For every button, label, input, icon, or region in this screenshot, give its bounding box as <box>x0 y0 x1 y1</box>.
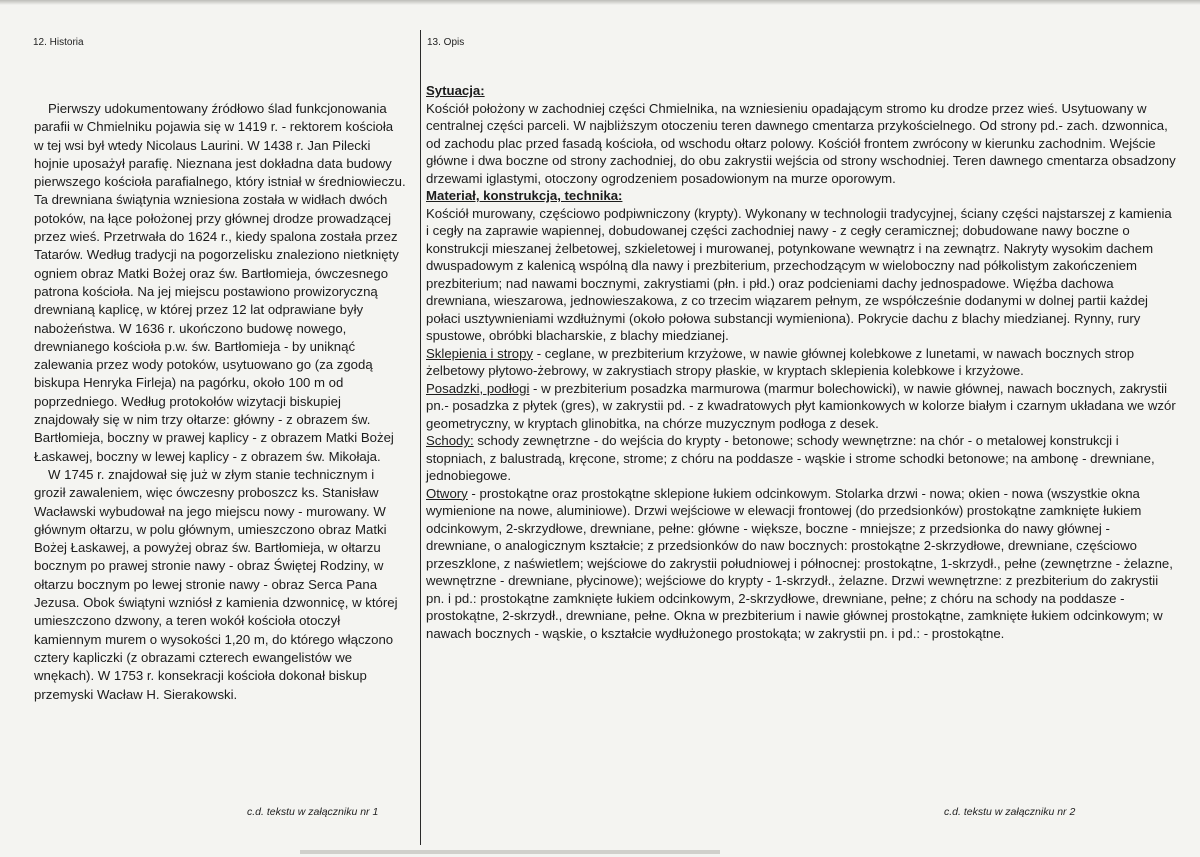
right-footer-note: c.d. tekstu w załączniku nr 2 <box>944 806 1076 818</box>
section-otwory <box>426 485 1178 643</box>
section-heading: Schody: <box>426 433 474 448</box>
scan-edge-bottom <box>300 850 720 854</box>
history-column <box>34 100 406 704</box>
section-heading: Sytuacja: <box>426 83 485 98</box>
right-header: 13. Opis <box>427 37 465 48</box>
section-heading: Otwory <box>426 485 468 501</box>
section-sklepienia <box>426 345 1178 380</box>
left-footer-note: c.d. tekstu w załączniku nr 1 <box>247 806 379 818</box>
left-header: 12. Historia <box>33 37 84 48</box>
scan-edge-top <box>0 0 1200 5</box>
section-text: Kościół położony w zachodniej części Chmielnika, na wzniesieniu opadającym stromo ku drodze przez wieś. Usytuowany w centralnej części parceli. W najbliższym otoczeniu teren dawnego cmentarza przykościelnego. Od strony pd.- zach. dzwonnica, od zachodu plac przed fasadą kościoła, od wschodu ołtarz polowy. Kościół frontem zwrócony w kierunku zachodnim. Wejście główne i dwa boczne od strony zachodniej, do obu zakrystii wejścia od strony wschodniej. Teren dawnego cmentarza obsadzony drzewami iglastymi, otoczony ogrodzeniem posadowionym na murze oporowym. <box>426 100 1176 186</box>
description-column <box>426 82 1178 642</box>
section-posadzki <box>426 380 1178 433</box>
section-heading: Posadzki, podłogi <box>426 380 530 396</box>
section-text: - ceglane, w prezbiterium krzyżowe, w nawie głównej kolebkowe z lunetami, w nawach bocznych strop żelbetowy płytowo-żebrowy, w zakrystiach stropy płaskie, w kryptach sklepienia kolebkowe i krzyżowe. <box>426 345 1135 378</box>
section-text: - w prezbiterium posadzka marmurowa (marmur bolechowicki), w nawie głównej, nawach bocznych, zakrystii pn.- posadzka z płytek (gres), w zakrystii pd. - z kwadratowych płyt kamionkowych w kolorze białym i czarnym układana we wzór geometryczny, w kryptach glinobitka, na chórze muzycznym podłoga z desek. <box>426 380 1176 431</box>
section-schody <box>426 432 1178 485</box>
section-heading: Materiał, konstrukcja, technika: <box>426 188 623 203</box>
section-text: schody zewnętrzne - do wejścia do krypty - betonowe; schody wewnętrzne: na chór - o metalowej konstrukcji i stopniach, z balustradą, kręcone, strome; z chóru na poddasze - wąskie i strome schodki betonowe; na ambonę - drewniane, jednobiegowe. <box>426 433 1155 483</box>
section-material <box>426 187 1178 345</box>
section-text: - prostokątne oraz prostokątne sklepione łukiem odcinkowym. Stolarka drzwi - nowa; okien - nowa (wszystkie okna wymienione na nowe, aluminiowe). Drzwi wejściowe w elewacji frontowej (do przedsionków) prostokątne zamknięte łukiem odcinkowym, 2-skrzydłowe, drewniane, pełne: główne - większe, boczne - mniejsze; z przedsionka do nawy głównej - drewniane, o analogicznym kształcie; z przedsionków do naw bocznych: prostokątne 2-skrzydłowe, drewniane, częściowo przeszklone, z naświetlem; wejściowe do zakrystii południowej i północnej: prostokątne, 1-skrzydł., pełne (zewnętrzne - żelazne, wewnętrzne - drewniane, płycinowe); wejściowe do krypty - 1-skrzydł., żelazne. Drzwi wewnętrzne: z prezbiterium do zakrystii pn. i pd.: prostokątne zamknięte łukiem odcinkowym, 2-skrzydłowe, drewniane, pełne; z chóru na schody na poddasze - prostokątne, 2-skrzydł., drewniane, pełne. Okna w prezbiterium i nawie głównej prostokątne, zamknięte łukiem odcinkowym; w nawach bocznych - wąskie, o kształcie wydłużonego prostokąta; w zakrystii pn. i pd.: - prostokątne. <box>426 485 1173 641</box>
section-heading: Sklepienia i stropy <box>426 345 534 361</box>
section-sytuacja <box>426 82 1178 187</box>
column-divider <box>420 30 421 845</box>
section-text: Kościół murowany, częściowo podpiwniczony (krypty). Wykonany w technologii tradycyjnej, ściany części najstarszej z kamienia i cegły na zaprawie wapiennej, dobudowanej części zachodniej nawy - z cegły ceramicznej; dobudowane nawy boczne o konstrukcji mieszanej żelbetowej, szkieletowej i murowanej, potynkowane wewnątrz i na zewnątrz. Nakryty wysokim dachem dwuspadowym z kalenicą wspólną dla nawy i prezbiterium, przechodzącym w wieloboczny nad półkolistym zakończeniem prezbiterium; nad nawami bocznymi, zakrystiami (płn. i płd.) oraz podcieniami dachy jednospadowe. Więźba dachowa drewniana, wieszarowa, jednowieszakowa, z co trzecim wiązarem pełnym, ze współcześnie dodanymi w dolnej partii każdej połaci usztywnieniami wzdłużnymi (około połowa substancji wymieniona). Pokrycie dachu z blachy miedzianej. Rynny, rury spustowe, obróbki blacharskie, z blachy miedzianej. <box>426 205 1172 343</box>
history-paragraph-1: Pierwszy udokumentowany źródłowo ślad funkcjonowania parafii w Chmielniku pojawia się w 1419 r. - rektorem kościoła w tej wsi był wtedy Nicolaus Laurini. W 1438 r. Jan Pilecki hojnie uposażył parafię. Nieznana jest dokładna data budowy pierwszego kościoła parafialnego, który istniał w średniowieczu. Ta drewniana świątynia wzniesiona została w widłach dwóch potoków, na łące położonej przy głównej drodze prowadzącej przez wieś. Przetrwała do 1624 r., kiedy spalona została przez Tatarów. Według tradycji na pogorzelisku znaleziono nietknięty ogniem obraz Matki Bożej oraz św. Bartłomieja, ówczesnego patrona kościoła. Na jej miejscu postawiono prowizoryczną drewnianą kaplicę, w której przez 12 lat odprawiane były nabożeństwa. W 1636 r. ukończono budowę nowego, drewnianego kościoła p.w. św. Bartłomieja - by uniknąć zalewania przez wody potoków, usytuowano go (za zgodą biskupa Henryka Firleja) na pagórku, około 100 m od poprzedniego. Według protokołów wizytacji biskupiej znajdowały się w nim trzy ołtarze: główny - z obrazem św. Bartłomieja, boczny w prawej kaplicy - z obrazem Matki Bożej Łaskawej, boczny w lewej kaplicy - z obrazem św. Mikołaja. <box>34 101 406 464</box>
history-paragraph-2: W 1745 r. znajdował się już w złym stanie technicznym i groził zawaleniem, więc ówczesny proboszcz ks. Stanisław Wacławski wybudował na jego miejscu nowy - murowany. W głównym ołtarzu, w polu głównym, umieszczono obraz Matki Bożej Łaskawej, a powyżej obraz św. Bartłomieja, w ołtarzu bocznym po prawej stronie nawy - obraz Świętej Rodziny, w ołtarzu bocznym po lewej stronie nawy - obraz Serca Pana Jezusa. Obok świątyni wzniósł z kamienia dzwonnicę, w której umieszczono dzwony, a teren wokół kościoła otoczył kamiennym murem o wysokości 1,20 m, do którego włączono cztery kapliczki (z obrazami czterech ewangelistów we wnękach). W 1753 r. konsekracji kościoła dokonał biskup przemyski Wacław H. Sierakowski. <box>34 466 398 702</box>
